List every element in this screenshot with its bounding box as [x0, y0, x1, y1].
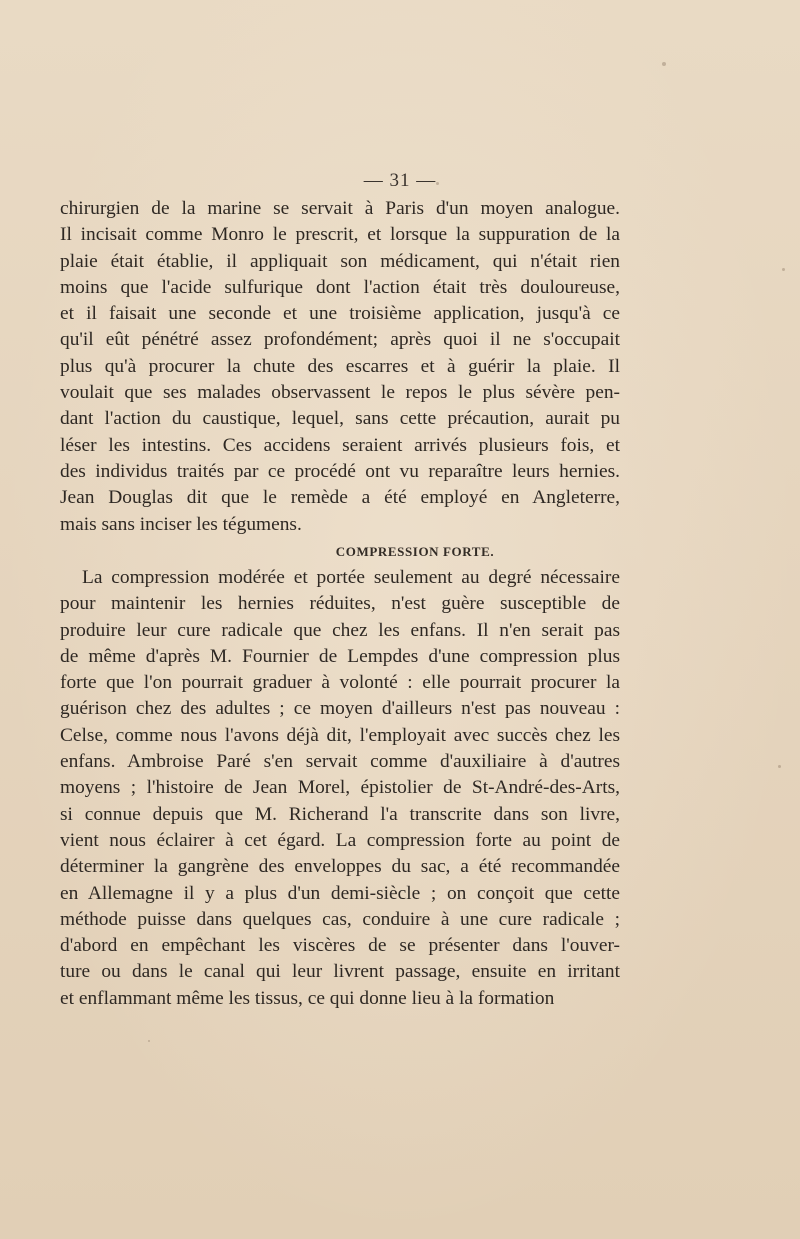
paragraph-2 — [60, 565, 620, 1012]
text-line: guérison chez des adultes ; ce moyen d'ailleurs n'est pas nouveau : — [60, 698, 620, 720]
text-line: forte que l'on pourrait graduer à volonté : elle pourrait procurer la — [60, 672, 620, 694]
text-line: déterminer la gangrène des enveloppes du sac, a été recommandée — [60, 856, 620, 878]
text-line: d'abord en empêchant les viscères de se présenter dans l'ouver- — [60, 935, 620, 957]
text-line: chirurgien de la marine se servait à Paris d'un moyen analogue. — [60, 198, 620, 219]
text-line: Jean Douglas dit que le remède a été employé en Angleterre, — [60, 487, 620, 509]
text-line: moyens ; l'histoire de Jean Morel, épistolier de St-André-des-Arts, — [60, 777, 620, 799]
text-line: Il incisait comme Monro le prescrit, et lorsque la suppuration de la — [60, 224, 620, 246]
text-line: voulait que ses malades observassent le repos le plus sévère pen- — [60, 382, 620, 404]
text-line: moins que l'acide sulfurique dont l'action était très douloureuse, — [60, 276, 620, 298]
text-line: méthode puisse dans quelques cas, conduire à une cure radicale ; — [60, 908, 620, 930]
text-line: des individus traités par ce procédé ont vu reparaître leurs hernies. — [60, 460, 620, 482]
text-line: plus qu'à procurer la chute des escarres et à guérir la plaie. Il — [60, 355, 620, 377]
paragraph-1 — [60, 196, 620, 538]
text-line: enfans. Ambroise Paré s'en servait comme d'auxiliaire à d'autres — [60, 751, 620, 773]
section-heading: COMPRESSION FORTE. — [335, 544, 495, 559]
text-line: et il faisait une seconde et une troisième application, jusqu'à ce — [60, 303, 620, 325]
text-line: dant l'action du caustique, lequel, sans cette précaution, aurait pu — [60, 408, 620, 430]
paper-speck — [436, 182, 439, 185]
text-line: ture ou dans le canal qui leur livrent passage, ensuite en irritant — [60, 961, 620, 983]
text-line: et enflammant même les tissus, ce qui donne lieu à la formation — [60, 987, 555, 1009]
text-line: pour maintenir les hernies réduites, n'est guère susceptible de — [60, 593, 620, 615]
text-line: qu'il eût pénétré assez profondément; après quoi il ne s'occupait — [60, 329, 620, 351]
text-line: La compression modérée et portée seulement au degré nécessaire — [82, 567, 620, 588]
text-line: en Allemagne il y a plus d'un demi-siècle ; on conçoit que cette — [60, 882, 620, 904]
text-line: produire leur cure radicale que chez les enfans. Il n'en serait pas — [60, 619, 620, 641]
page-number: — 31 — — [363, 170, 437, 191]
text-line: plaie était établie, il appliquait son médicament, qui n'était rien — [60, 250, 620, 272]
text-line: mais sans inciser les tégumens. — [60, 513, 302, 535]
paper-speck — [778, 765, 781, 768]
paper-speck — [148, 1040, 150, 1042]
text-line: léser les intestins. Ces accidens seraient arrivés plusieurs fois, et — [60, 434, 620, 456]
text-line: si connue depuis que M. Richerand l'a transcrite dans son livre, — [60, 803, 620, 825]
text-line: de même d'après M. Fournier de Lempdes d'une compression plus — [60, 645, 620, 667]
text-line: Celse, comme nous l'avons déjà dit, l'employait avec succès chez les — [60, 724, 620, 746]
paper-speck — [662, 62, 666, 66]
paper-speck — [782, 268, 785, 271]
text-line: vient nous éclairer à cet égard. La compression forte au point de — [60, 829, 620, 851]
